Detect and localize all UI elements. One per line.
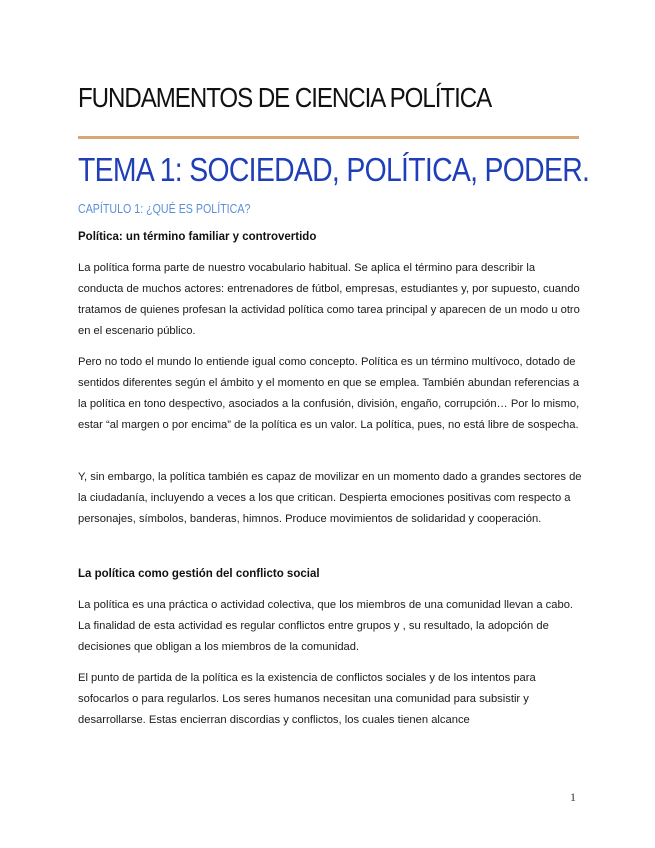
page-number: 1: [570, 790, 576, 804]
topic-title: TEMA 1: SOCIEDAD, POLÍTICA, PODER.: [78, 151, 590, 188]
paragraph: La política forma parte de nuestro vocabulario habitual. Se aplica el término para describir la conducta de muchos actores: entrenadores de fútbol, empresas, estudiantes y, por supuesto, cuando tratamos de quienes profesan la actividad política como tarea principal y aparecen de un modo u otro en el escenario público.: [78, 262, 580, 337]
paragraph: Pero no todo el mundo lo entiende igual como concepto. Política es un término multívoco, dotado de sentidos diferentes según el ámbito y el momento en que se emplea. También abundan referencias a la política en tono despectivo, asociados a la confusión, división, engaño, corrupción… Por lo mismo, estar “al margen o por encima” de la política es un valor. La política, pues, no está libre de sospecha.: [78, 356, 580, 431]
paragraph: La política es una práctica o actividad colectiva, que los miembros de una comunidad llevan a cabo. La finalidad de esta actividad es regular conflictos entre grupos y , su resultado, la adopción de decisiones que obligan a los miembros de la comunidad.: [78, 599, 574, 653]
title-divider: [78, 136, 579, 139]
section-heading-2: La política como gestión del conflicto social: [78, 568, 320, 580]
paragraph: Y, sin embargo, la política también es capaz de movilizar en un momento dado a grandes sectores de la ciudadanía, incluyendo a veces a los que critican. Despierta emociones positivas com respecto a personajes, símbolos, banderas, himnos. Produce movimientos de solidaridad y cooperación.: [78, 471, 582, 525]
document-title: FUNDAMENTOS DE CIENCIA POLÍTICA: [78, 82, 492, 113]
section-heading-1: Política: un término familiar y controvertido: [78, 231, 317, 243]
paragraph: El punto de partida de la política es la existencia de conflictos sociales y de los intentos para sofocarlos o para regularlos. Los seres humanos necesitan una comunidad para subsistir y desarrollarse. Estas encierran discordias y conflictos, los cuales tienen alcance: [78, 672, 536, 726]
chapter-title: CAPÍTULO 1: ¿QUÉ ES POLÍTICA?: [78, 201, 251, 216]
